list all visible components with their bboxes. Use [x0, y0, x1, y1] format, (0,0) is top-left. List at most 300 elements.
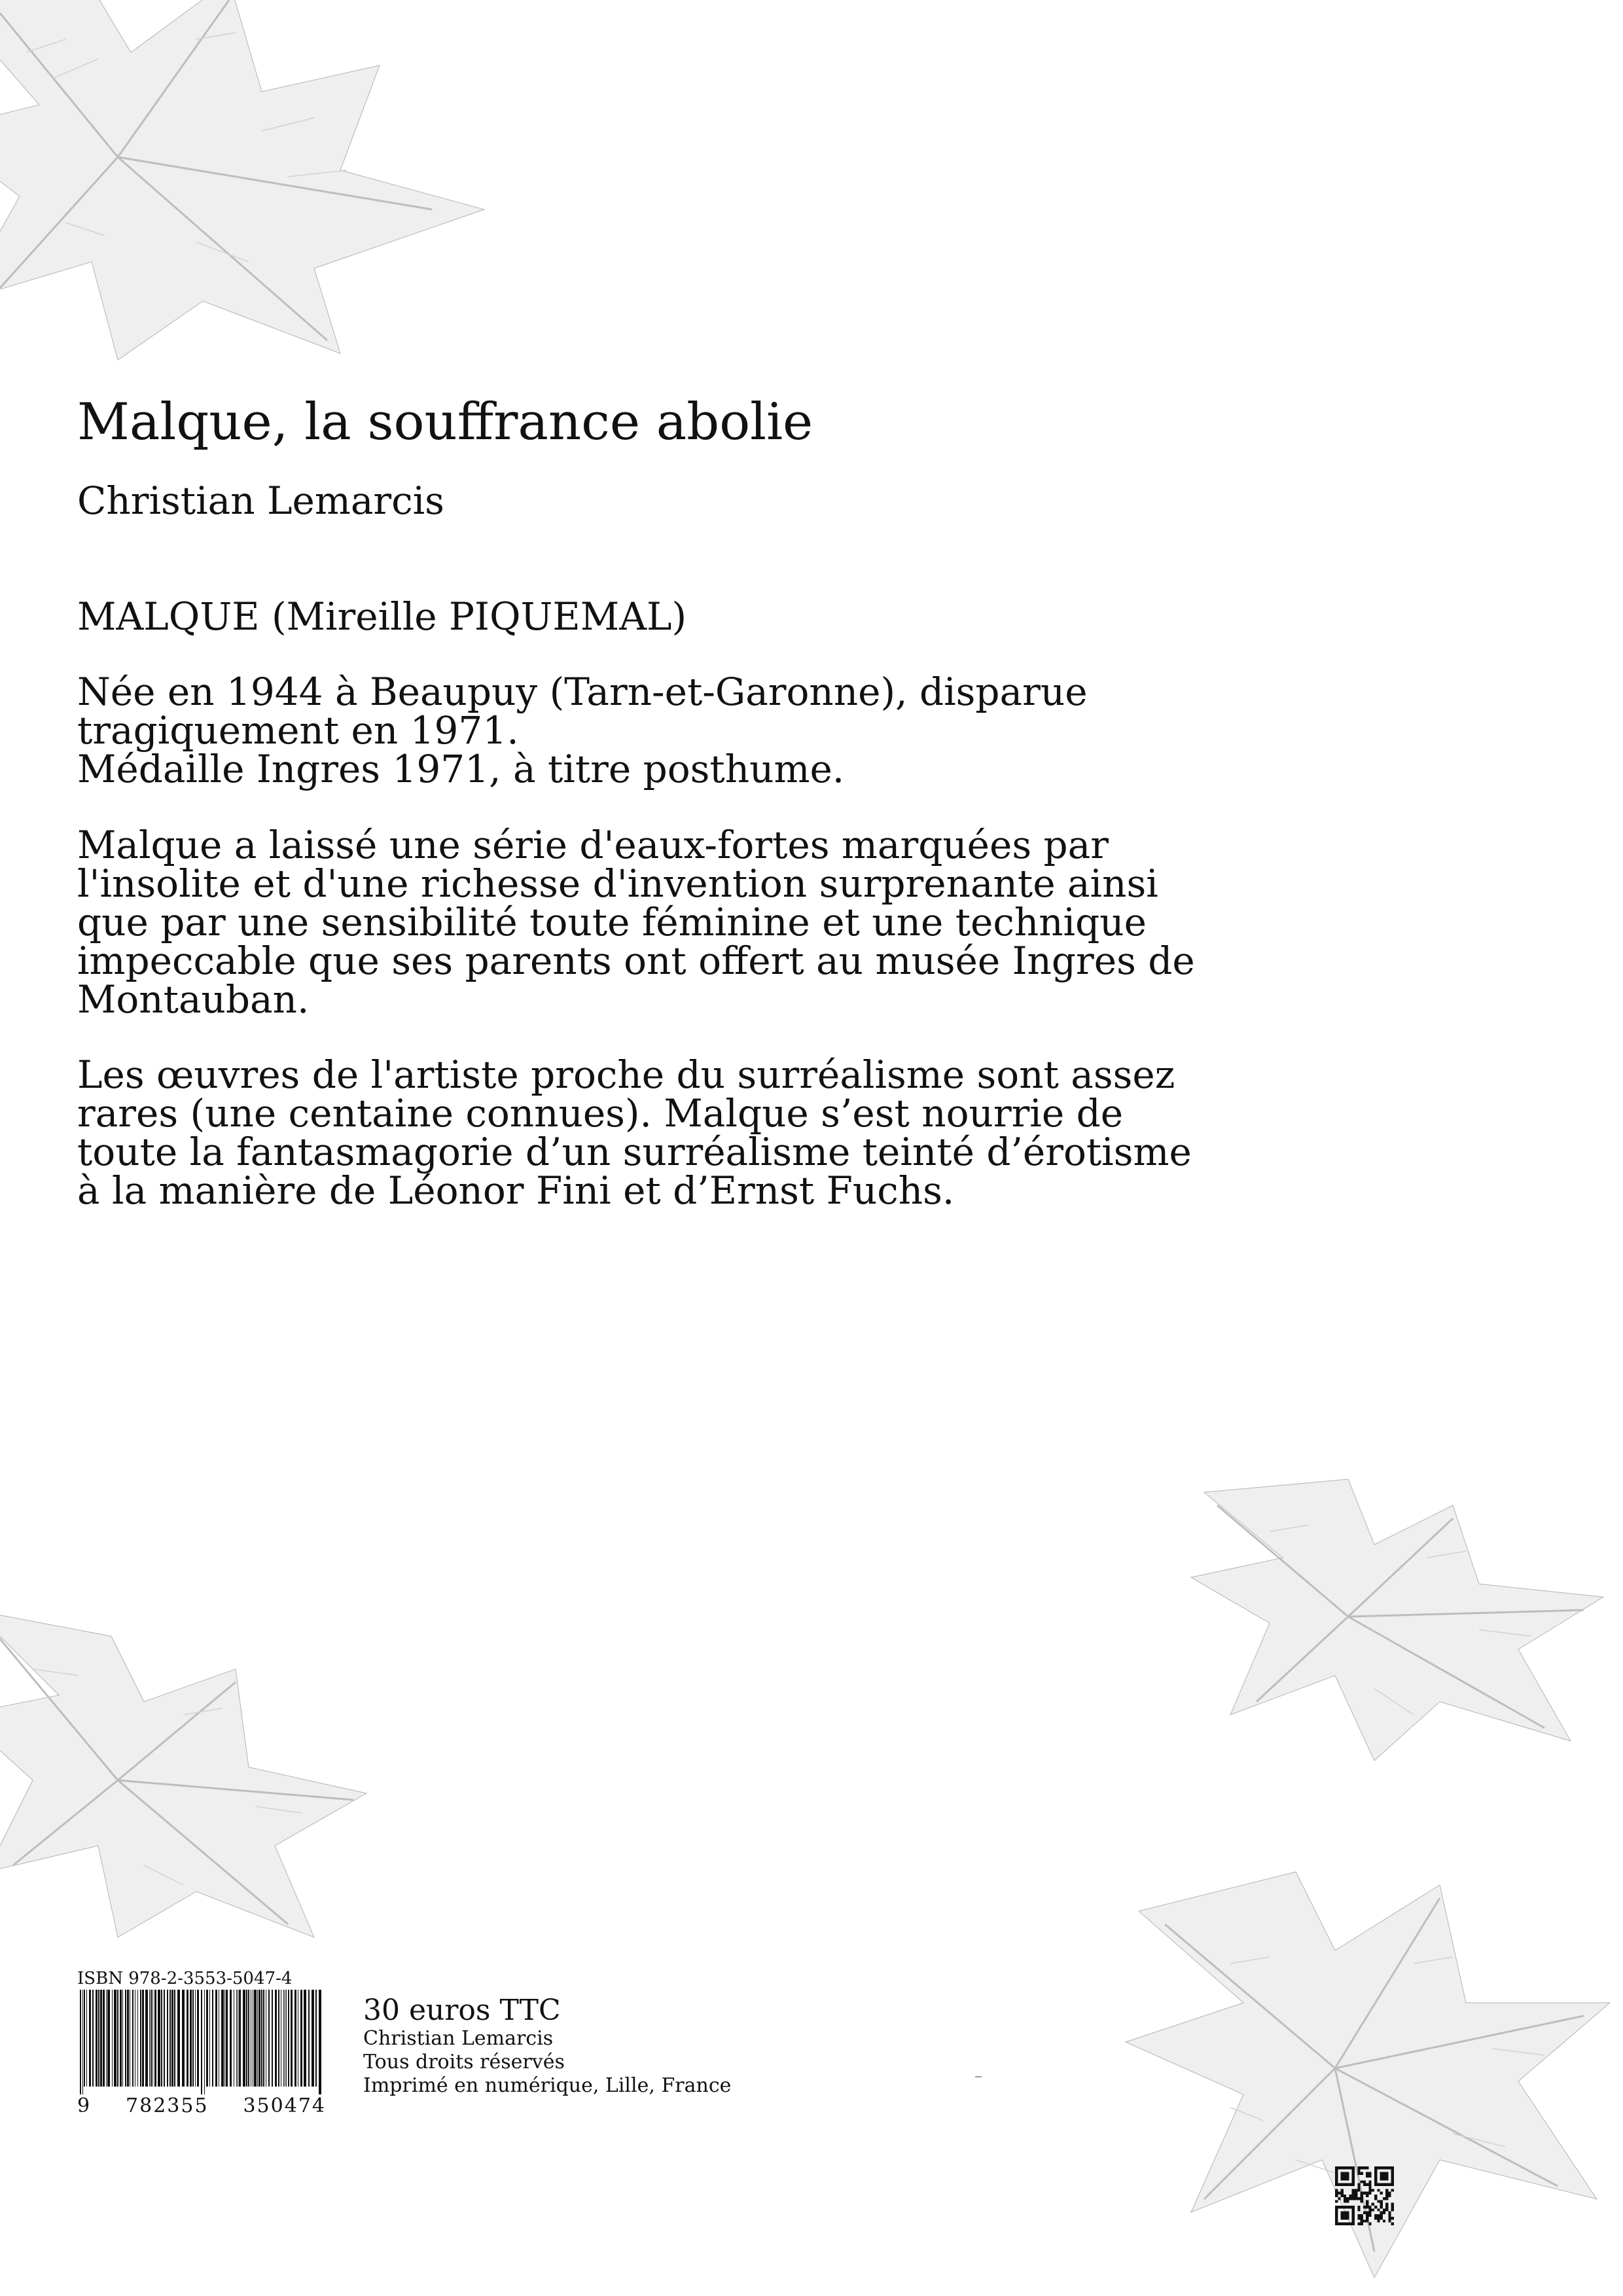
qr-module [1391, 2180, 1394, 2183]
qr-module [1338, 2183, 1340, 2186]
qr-module [1341, 2212, 1344, 2214]
qr-module [1349, 2166, 1351, 2169]
works-line: que par une sensibilité toute féminine et une technique [77, 900, 1147, 944]
qr-module [1341, 2192, 1344, 2195]
barcode-bar [140, 1990, 141, 2087]
qr-module [1366, 2172, 1368, 2175]
barcode-bar [82, 1990, 83, 2094]
qr-module [1352, 2192, 1355, 2195]
barcode-bar [158, 1990, 160, 2087]
qr-module [1341, 2172, 1344, 2175]
barcode-bar [192, 1990, 194, 2087]
qr-module [1380, 2175, 1383, 2178]
barcode-digit-group: 9 [77, 2094, 92, 2117]
qr-module [1346, 2206, 1349, 2208]
barcode-bar [300, 1990, 302, 2087]
qr-module [1335, 2169, 1338, 2172]
qr-module [1361, 2195, 1363, 2197]
qr-module [1352, 2217, 1355, 2219]
qr-module [1349, 2197, 1351, 2200]
qr-module [1391, 2189, 1394, 2191]
qr-module [1361, 2192, 1363, 2195]
qr-module [1374, 2180, 1377, 2183]
qr-module [1341, 2175, 1344, 2178]
qr-module [1391, 2223, 1394, 2225]
qr-module [1385, 2183, 1388, 2186]
qr-module [1352, 2178, 1355, 2180]
qr-module [1346, 2223, 1349, 2225]
works-line: l'insolite et d'une richesse d'invention surprenante ainsi [77, 861, 1158, 906]
barcode-bar [263, 1990, 264, 2087]
qr-module [1385, 2208, 1388, 2211]
barcode-bar [190, 1990, 192, 2087]
qr-module [1391, 2178, 1394, 2180]
qr-module [1368, 2172, 1371, 2175]
qr-module [1388, 2214, 1391, 2217]
qr-module [1388, 2219, 1391, 2222]
barcode-bar [315, 1990, 317, 2087]
qr-module [1352, 2172, 1355, 2175]
works-line: impeccable que ses parents ont offert au musée Ingres de [77, 939, 1195, 983]
barcode-bar [212, 1990, 213, 2087]
barcode-bar [167, 1990, 168, 2087]
barcode-bar [288, 1990, 289, 2087]
qr-module [1368, 2223, 1371, 2225]
book-title: Malque, la souffrance abolie [77, 393, 813, 452]
qr-module [1344, 2197, 1346, 2200]
qr-module [1344, 2206, 1346, 2208]
qr-module [1374, 2172, 1377, 2175]
qr-module [1366, 2192, 1368, 2195]
barcode-bar [145, 1990, 148, 2087]
qr-module [1374, 2175, 1377, 2178]
qr-module [1357, 2217, 1360, 2219]
qr-module [1352, 2212, 1355, 2214]
qr-module [1335, 2175, 1338, 2178]
qr-module [1361, 2180, 1363, 2183]
qr-module [1346, 2212, 1349, 2214]
qr-module [1338, 2166, 1340, 2169]
barcode-bar [177, 1990, 180, 2087]
qr-module [1352, 2223, 1355, 2225]
qr-module [1352, 2208, 1355, 2211]
qr-module [1344, 2214, 1346, 2217]
barcode-bar [278, 1990, 279, 2087]
bio-paragraph [77, 670, 1268, 791]
style-line: à la manière de Léonor Fini et d’Ernst Fuchs. [77, 1168, 955, 1213]
barcode-bar [86, 1990, 87, 2087]
qr-module [1385, 2203, 1388, 2206]
barcode-bar [215, 1990, 217, 2087]
qr-module [1335, 2214, 1338, 2217]
qr-module [1357, 2206, 1360, 2208]
barcode-bar [224, 1990, 225, 2087]
qr-module [1366, 2206, 1368, 2208]
qr-module [1385, 2166, 1388, 2169]
qr-module [1380, 2178, 1383, 2180]
qr-module [1383, 2175, 1385, 2178]
barcode-bar [171, 1990, 173, 2087]
qr-module [1377, 2200, 1380, 2202]
qr-module [1380, 2200, 1383, 2202]
qr-module [1388, 2183, 1391, 2186]
qr-module [1357, 2169, 1360, 2172]
barcode-bar [261, 1990, 262, 2087]
qr-module [1335, 2219, 1338, 2222]
barcode-bar [169, 1990, 171, 2087]
barcode-bar [226, 1990, 228, 2087]
barcode-bar [112, 1990, 113, 2087]
barcode-bar [239, 1990, 241, 2087]
qr-module [1374, 2169, 1377, 2172]
qr-module [1352, 2214, 1355, 2217]
barcode-bar [107, 1990, 110, 2087]
qr-module [1383, 2183, 1385, 2186]
qr-module [1391, 2175, 1394, 2178]
barcode-bar [117, 1990, 118, 2087]
qr-module [1377, 2166, 1380, 2169]
qr-module [1335, 2195, 1338, 2197]
qr-module [1344, 2172, 1346, 2175]
qr-module [1366, 2214, 1368, 2217]
qr-module [1335, 2208, 1338, 2211]
qr-module [1357, 2172, 1360, 2175]
qr-module [1361, 2200, 1363, 2202]
barcode-bar [106, 1990, 107, 2087]
qr-module [1385, 2195, 1388, 2197]
qr-module [1368, 2214, 1371, 2217]
qr-module [1380, 2217, 1383, 2219]
qr-module [1374, 2166, 1377, 2169]
qr-module [1361, 2214, 1363, 2217]
qr-module [1344, 2175, 1346, 2178]
qr-module [1380, 2172, 1383, 2175]
qr-module [1341, 2166, 1344, 2169]
qr-module [1346, 2172, 1349, 2175]
qr-module [1346, 2197, 1349, 2200]
qr-module [1363, 2166, 1366, 2169]
qr-module [1380, 2203, 1383, 2206]
qr-module [1391, 2203, 1394, 2206]
qr-module [1355, 2192, 1357, 2195]
qr-module [1355, 2197, 1357, 2200]
qr-module [1385, 2197, 1388, 2200]
qr-module [1344, 2166, 1346, 2169]
price: 30 euros TTC [363, 1994, 561, 2027]
qr-module [1352, 2175, 1355, 2178]
qr-module [1357, 2166, 1360, 2169]
qr-module [1363, 2212, 1366, 2214]
qr-module [1341, 2217, 1344, 2219]
qr-module [1361, 2219, 1363, 2222]
qr-module [1361, 2166, 1363, 2169]
barcode-bar [187, 1990, 188, 2087]
qr-module [1385, 2189, 1388, 2191]
barcode-bar [98, 1990, 99, 2087]
qr-module [1352, 2180, 1355, 2183]
qr-module [1374, 2197, 1377, 2200]
qr-module [1352, 2183, 1355, 2186]
qr-module [1357, 2186, 1360, 2189]
qr-module [1380, 2183, 1383, 2186]
barcode-bar [84, 1990, 85, 2087]
qr-module [1352, 2166, 1355, 2169]
barcode-bar [257, 1990, 258, 2087]
barcode-bar [103, 1990, 105, 2087]
qr-module [1380, 2214, 1383, 2217]
barcode-bar [125, 1990, 126, 2087]
qr-module [1374, 2183, 1377, 2186]
barcode-bar [182, 1990, 185, 2087]
qr-module [1383, 2197, 1385, 2200]
barcode-bar [149, 1990, 150, 2087]
barcode-bar [195, 1990, 196, 2087]
qr-module [1366, 2183, 1368, 2186]
qr-module [1372, 2189, 1374, 2191]
barcode-digits [77, 2094, 326, 2118]
qr-module [1335, 2172, 1338, 2175]
qr-module [1383, 2172, 1385, 2175]
barcode-bar [114, 1990, 116, 2087]
qr-module [1335, 2200, 1338, 2202]
qr-module [1355, 2195, 1357, 2197]
barcode-bar [154, 1990, 156, 2087]
barcode-bar [89, 1990, 91, 2087]
qr-module [1380, 2206, 1383, 2208]
barcode-digit-group: 782355 [126, 2094, 209, 2117]
works-line: Montauban. [77, 977, 310, 1022]
qr-module [1366, 2212, 1368, 2214]
barcode-bar [127, 1990, 129, 2087]
barcode-bar [201, 1990, 202, 2094]
barcode-bar [152, 1990, 153, 2087]
qr-module [1374, 2214, 1377, 2217]
qr-code-icon [1335, 2166, 1394, 2225]
bio-line: Médaille Ingres 1971, à titre posthume. [77, 747, 845, 791]
qr-module [1368, 2186, 1371, 2189]
qr-module [1346, 2183, 1349, 2186]
barcode-bar [197, 1990, 199, 2087]
qr-module [1391, 2169, 1394, 2172]
qr-module [1366, 2203, 1368, 2206]
qr-module [1357, 2189, 1360, 2191]
book-author: Christian Lemarcis [77, 478, 444, 523]
qr-module [1341, 2183, 1344, 2186]
qr-module [1363, 2219, 1366, 2222]
qr-module [1341, 2178, 1344, 2180]
qr-module [1368, 2212, 1371, 2214]
qr-module [1344, 2200, 1346, 2202]
subject-heading: MALQUE (Mireille PIQUEMAL) [77, 594, 687, 639]
barcode-bar [312, 1990, 314, 2087]
qr-module [1341, 2214, 1344, 2217]
qr-module [1346, 2217, 1349, 2219]
barcode-bar [254, 1990, 257, 2087]
qr-module [1380, 2192, 1383, 2195]
qr-module [1388, 2192, 1391, 2195]
qr-module [1346, 2200, 1349, 2202]
qr-module [1363, 2183, 1366, 2186]
qr-module [1363, 2180, 1366, 2183]
qr-module [1391, 2166, 1394, 2169]
qr-module [1357, 2214, 1360, 2217]
barcode-bar [319, 1990, 321, 2094]
qr-module [1391, 2217, 1394, 2219]
style-line: Les œuvres de l'artiste proche du surréalisme sont assez [77, 1052, 1175, 1097]
qr-module [1338, 2223, 1340, 2225]
qr-module [1368, 2189, 1371, 2191]
style-paragraph [77, 1052, 1268, 1213]
qr-module [1341, 2195, 1344, 2197]
qr-module [1380, 2212, 1383, 2214]
qr-module [1352, 2206, 1355, 2208]
qr-module [1357, 2223, 1360, 2225]
qr-module [1338, 2197, 1340, 2200]
qr-module [1357, 2183, 1360, 2186]
qr-module [1383, 2166, 1385, 2169]
qr-module [1335, 2189, 1338, 2191]
qr-module [1374, 2206, 1377, 2208]
barcode-bar [137, 1990, 138, 2087]
barcode-bar [236, 1990, 237, 2087]
qr-module [1344, 2178, 1346, 2180]
qr-module [1391, 2183, 1394, 2186]
barcode-bar [164, 1990, 165, 2087]
works-line: Malque a laissé une série d'eaux-fortes marquées par [77, 823, 1109, 867]
qr-module [1374, 2178, 1377, 2180]
maple-leaf-bottom-left-icon [0, 1584, 406, 1950]
barcode-bar [96, 1990, 98, 2087]
barcode-bar [283, 1990, 284, 2087]
qr-module [1352, 2189, 1355, 2191]
barcode-bar [304, 1990, 306, 2087]
qr-module [1335, 2223, 1338, 2225]
qr-module [1383, 2212, 1385, 2214]
qr-module [1368, 2175, 1371, 2178]
qr-module [1335, 2183, 1338, 2186]
barcode-bar [294, 1990, 296, 2087]
qr-module [1355, 2189, 1357, 2191]
barcode-bar [204, 1990, 205, 2094]
barcode-bar [291, 1990, 293, 2087]
qr-module [1377, 2208, 1380, 2211]
qr-module [1335, 2178, 1338, 2180]
qr-module [1380, 2166, 1383, 2169]
qr-module [1335, 2217, 1338, 2219]
barcode-bar [142, 1990, 144, 2087]
barcode-bar [272, 1990, 273, 2087]
qr-module [1335, 2180, 1338, 2183]
qr-module [1352, 2195, 1355, 2197]
qr-module [1344, 2223, 1346, 2225]
barcode-bar [275, 1990, 277, 2087]
qr-module [1385, 2192, 1388, 2195]
qr-module [1344, 2195, 1346, 2197]
qr-module [1388, 2217, 1391, 2219]
barcode-bar [161, 1990, 162, 2087]
style-line: rares (une centaine connues). Malque s’est nourrie de [77, 1091, 1124, 1136]
qr-module [1377, 2183, 1380, 2186]
barcode-bar [286, 1990, 287, 2087]
qr-module [1366, 2219, 1368, 2222]
qr-module [1341, 2223, 1344, 2225]
qr-module [1368, 2206, 1371, 2208]
qr-module [1391, 2208, 1394, 2211]
qr-module [1361, 2223, 1363, 2225]
bio-line: tragiquement en 1971. [77, 708, 519, 753]
qr-module [1335, 2166, 1338, 2169]
imprint-rights: Tous droits réservés [363, 2051, 565, 2073]
qr-module [1352, 2169, 1355, 2172]
qr-module [1366, 2166, 1368, 2169]
qr-module [1363, 2192, 1366, 2195]
qr-module [1346, 2175, 1349, 2178]
barcode-bar [246, 1990, 247, 2087]
barcode-bar [268, 1990, 270, 2087]
isbn-label: ISBN 978-2-3553-5047-4 [77, 1969, 293, 1988]
qr-module [1349, 2206, 1351, 2208]
qr-module [1361, 2197, 1363, 2200]
qr-module [1338, 2192, 1340, 2195]
qr-module [1368, 2183, 1371, 2186]
style-line: toute la fantasmagorie d’un surréalisme teinté d’érotisme [77, 1130, 1192, 1174]
qr-module [1346, 2166, 1349, 2169]
qr-module [1366, 2195, 1368, 2197]
qr-module [1377, 2214, 1380, 2217]
qr-module [1366, 2200, 1368, 2202]
barcode-bar [259, 1990, 260, 2087]
qr-module [1383, 2219, 1385, 2222]
qr-module [1385, 2206, 1388, 2208]
qr-module [1335, 2192, 1338, 2195]
qr-module [1338, 2206, 1340, 2208]
qr-module [1352, 2197, 1355, 2200]
qr-module [1349, 2183, 1351, 2186]
qr-module [1391, 2206, 1394, 2208]
qr-module [1352, 2219, 1355, 2222]
qr-module [1385, 2172, 1388, 2175]
qr-module [1372, 2208, 1374, 2211]
barcode [77, 1990, 326, 2094]
qr-module [1368, 2180, 1371, 2183]
qr-module [1341, 2189, 1344, 2191]
barcode-bar [174, 1990, 175, 2087]
qr-module [1349, 2195, 1351, 2197]
bio-line: Née en 1944 à Beaupuy (Tarn-et-Garonne), disparue [77, 670, 1088, 714]
qr-module [1335, 2206, 1338, 2208]
qr-module [1349, 2223, 1351, 2225]
imprint-publisher: Christian Lemarcis [363, 2027, 554, 2050]
qr-module [1383, 2178, 1385, 2180]
maple-leaf-right-icon [1178, 1466, 1623, 1767]
works-paragraph [77, 823, 1268, 1022]
qr-module [1366, 2175, 1368, 2178]
barcode-bar [122, 1990, 123, 2087]
qr-module [1366, 2217, 1368, 2219]
barcode-bar [92, 1990, 94, 2087]
qr-module [1363, 2206, 1366, 2208]
maple-leaf-top-left-icon [0, 0, 510, 367]
qr-module [1377, 2217, 1380, 2219]
qr-module [1344, 2212, 1346, 2214]
barcode-bar [230, 1990, 232, 2087]
qr-module [1368, 2192, 1371, 2195]
barcode-bar [221, 1990, 224, 2087]
qr-module [1335, 2212, 1338, 2214]
qr-module [1357, 2208, 1360, 2211]
qr-module [1346, 2214, 1349, 2217]
barcode-bar [308, 1990, 310, 2087]
